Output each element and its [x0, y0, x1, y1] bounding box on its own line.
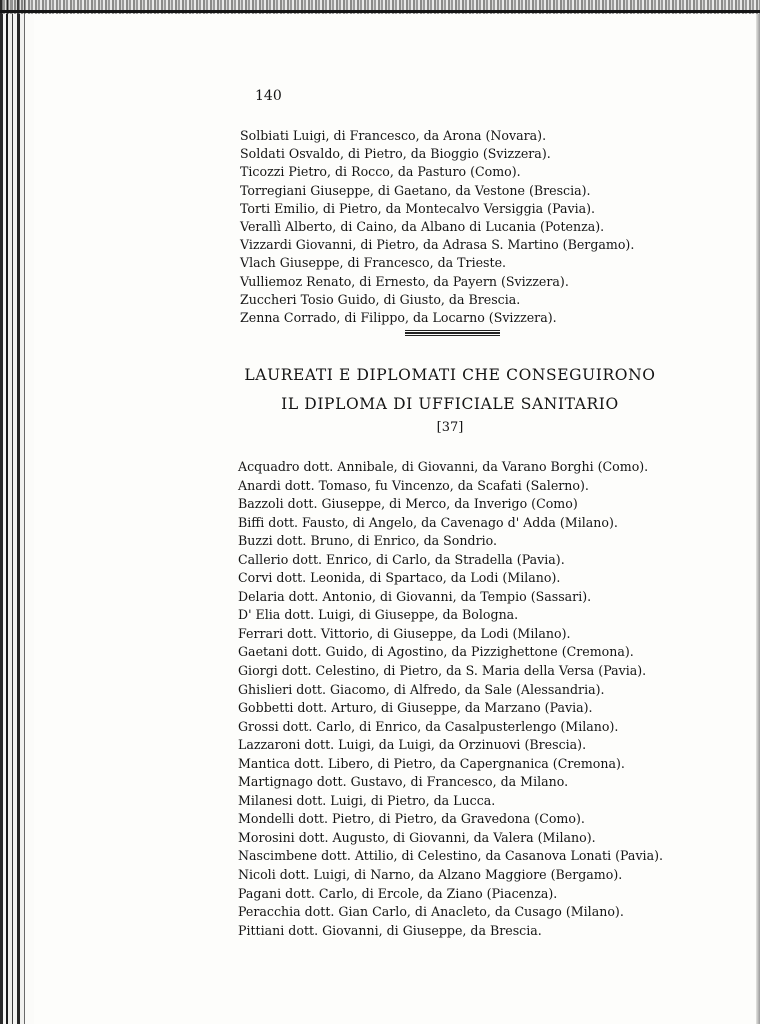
section-count: [37]	[436, 420, 464, 435]
list-item: D' Elia dott. Luigi, di Giuseppe, da Bologna.	[238, 607, 519, 623]
section-heading-line-2: IL DIPLOMA DI UFFICIALE SANITARIO	[281, 395, 619, 413]
list-item: Ticozzi Pietro, di Rocco, da Pasturo (Como).	[240, 164, 521, 180]
list-item: Nascimbene dott. Attilio, di Celestino, da Casanova Lonati (Pavia).	[238, 848, 664, 864]
list-item: Morosini dott. Augusto, di Giovanni, da Valera (Milano).	[238, 829, 596, 845]
list-item: Acquadro dott. Annibale, di Giovanni, da Varano Borghi (Como).	[238, 459, 649, 474]
section-heading-line-1: LAUREATI E DIPLOMATI CHE CONSEGUIRONO	[244, 366, 656, 384]
list-item: Gobbetti dott. Arturo, di Giuseppe, da Marzano (Pavia).	[238, 700, 593, 716]
list-item: Zuccheri Tosio Guido, di Giusto, da Brescia.	[240, 291, 521, 307]
list-item: Biffi dott. Fausto, di Angelo, da Cavenago d' Adda (Milano).	[238, 514, 618, 530]
list-item: Vizzardi Giovanni, di Pietro, da Adrasa S. Martino (Bergamo).	[240, 237, 635, 253]
list-item: Verallì Alberto, di Caino, da Albano di Lucania (Potenza).	[240, 219, 605, 235]
right-scan-edge	[756, 14, 760, 1024]
list-item: Callerio dott. Enrico, di Carlo, da Stradella (Pavia).	[238, 551, 565, 567]
top-name-list	[240, 127, 634, 327]
list-item: Anardi dott. Tomaso, fu Vincenzo, da Scafati (Salerno).	[238, 477, 589, 493]
list-item: Bazzoli dott. Giuseppe, di Merco, da Inverigo (Como)	[238, 496, 578, 512]
list-item: Torregiani Giuseppe, di Gaetano, da Vestone (Brescia).	[240, 182, 591, 198]
list-item: Martignago dott. Gustavo, di Francesco, da Milano.	[238, 774, 569, 790]
list-item: Vlach Giuseppe, di Francesco, da Trieste.	[240, 255, 507, 271]
list-item: Vulliemoz Renato, di Ernesto, da Payern (Svizzera).	[240, 273, 569, 289]
list-item: Pagani dott. Carlo, di Ercole, da Ziano (Piacenza).	[238, 885, 558, 901]
section-divider	[405, 330, 500, 336]
binding-edge	[0, 0, 34, 1024]
list-item: Zenna Corrado, di Filippo, da Locarno (Svizzera).	[240, 310, 557, 326]
page-number: 140	[255, 88, 282, 104]
list-item: Soldati Osvaldo, di Pietro, da Bioggio (Svizzera).	[240, 146, 551, 162]
list-item: Ghislieri dott. Giacomo, di Alfredo, da Sale (Alessandria).	[238, 681, 605, 697]
list-item: Buzzi dott. Bruno, di Enrico, da Sondrio.	[238, 533, 497, 549]
list-item: Torti Emilio, di Pietro, da Montecalvo Versiggia (Pavia).	[240, 200, 596, 216]
list-item: Ferrari dott. Vittorio, di Giuseppe, da Lodi (Milano).	[238, 625, 571, 641]
list-item: Delaria dott. Antonio, di Giovanni, da Tempio (Sassari).	[238, 588, 592, 604]
list-item: Corvi dott. Leonida, di Spartaco, da Lodi (Milano).	[238, 570, 561, 586]
list-item: Milanesi dott. Luigi, di Pietro, da Lucca.	[238, 792, 496, 808]
list-item: Pittiani dott. Giovanni, di Giuseppe, da Brescia.	[238, 922, 542, 938]
list-item: Giorgi dott. Celestino, di Pietro, da S. Maria della Versa (Pavia).	[238, 663, 647, 679]
list-item: Peracchia dott. Gian Carlo, di Anacleto, da Cusago (Milano).	[238, 904, 624, 920]
list-item: Nicoli dott. Luigi, di Narno, da Alzano Maggiore (Bergamo).	[238, 867, 623, 883]
list-item: Gaetani dott. Guido, di Agostino, da Pizzighettone (Cremona).	[238, 644, 634, 660]
list-item: Solbiati Luigi, di Francesco, da Arona (Novara).	[240, 128, 547, 143]
list-item: Lazzaroni dott. Luigi, da Luigi, da Orzinuovi (Brescia).	[238, 737, 587, 753]
list-item: Mantica dott. Libero, di Pietro, da Capergnanica (Cremona).	[238, 755, 625, 771]
top-edge-line	[0, 10, 760, 13]
list-item: Mondelli dott. Pietro, di Pietro, da Gravedona (Como).	[238, 811, 585, 827]
list-item: Grossi dott. Carlo, di Enrico, da Casalpusterlengo (Milano).	[238, 718, 619, 734]
graduate-name-list	[238, 458, 663, 940]
